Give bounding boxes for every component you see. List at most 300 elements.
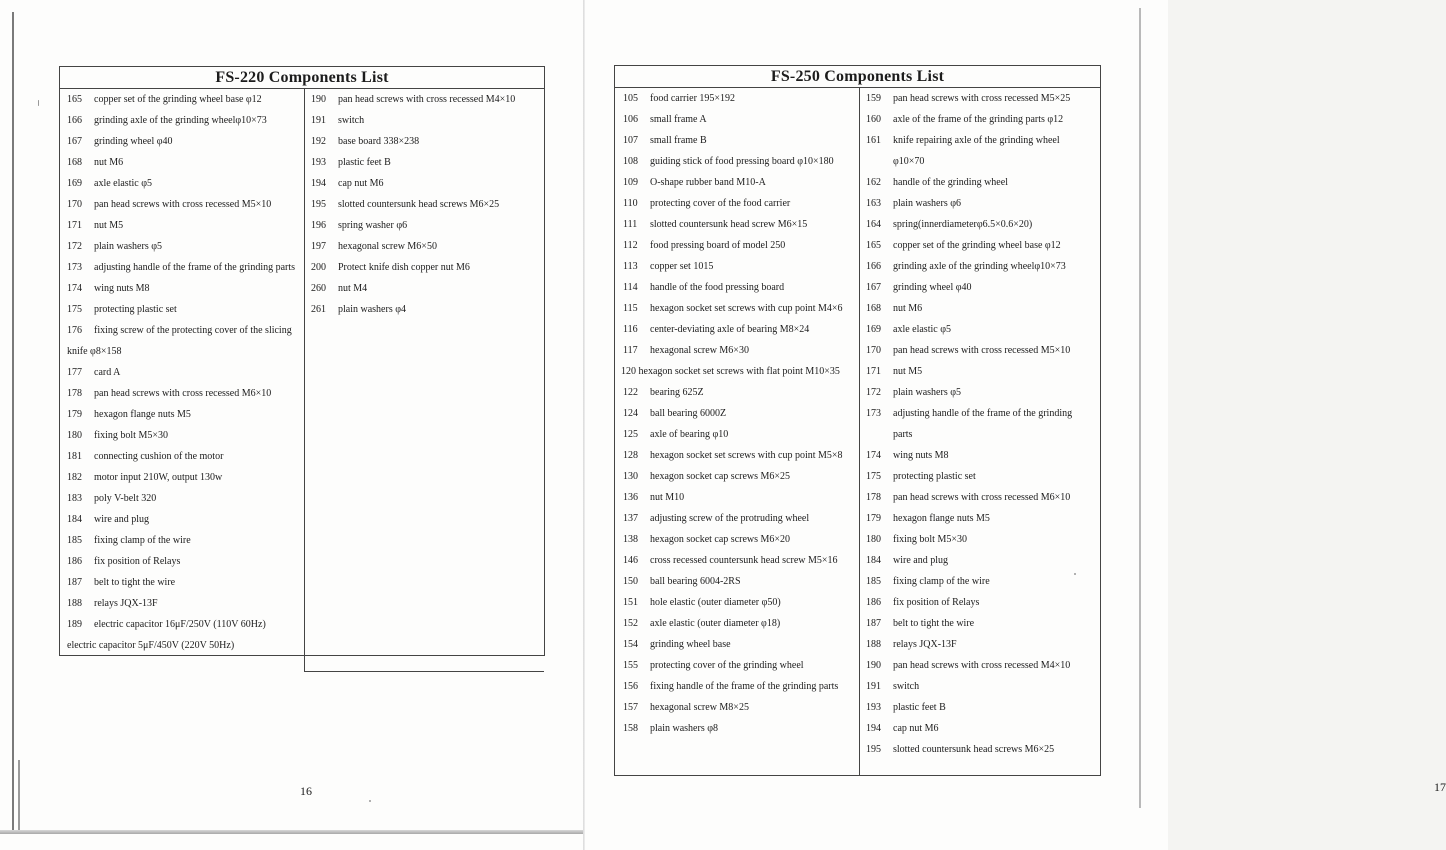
component-row <box>305 278 544 299</box>
component-number: 190 <box>311 94 326 105</box>
component-number: 176 <box>67 325 82 336</box>
component-number: 124 <box>623 408 638 419</box>
component-number: 169 <box>67 178 82 189</box>
component-number: 151 <box>623 597 638 608</box>
component-description: small frame A <box>650 114 707 125</box>
component-number: 108 <box>623 156 638 167</box>
component-description: poly V-belt 320 <box>94 493 157 504</box>
component-number: 173 <box>67 262 82 273</box>
component-description: knife repairing axle of the grinding wheel <box>893 135 1060 146</box>
component-row <box>615 151 859 172</box>
scan-left-edge <box>12 12 14 832</box>
component-row <box>615 466 859 487</box>
component-row <box>615 529 859 550</box>
component-description: small frame B <box>650 135 707 146</box>
component-description: hexagon flange nuts M5 <box>893 513 990 524</box>
component-description: electric capacitor 5μF/450V (220V 50Hz) <box>67 640 235 651</box>
component-description: hexagon flange nuts M5 <box>94 409 191 420</box>
component-row <box>305 173 544 194</box>
component-row <box>305 215 544 236</box>
component-row <box>615 130 859 151</box>
component-row <box>860 571 1100 592</box>
component-number: 130 <box>623 471 638 482</box>
component-number: 179 <box>866 513 881 524</box>
component-description: hexagon socket set screws with cup point M4×6 <box>650 303 843 314</box>
component-number: 171 <box>866 366 881 377</box>
component-number: 116 <box>623 324 638 335</box>
component-number: 162 <box>866 177 881 188</box>
component-number: 115 <box>623 303 638 314</box>
component-description: fixing bolt M5×30 <box>893 534 967 545</box>
component-description: handle of the food pressing board <box>650 282 785 293</box>
fs250-columns <box>615 88 1100 775</box>
component-description: copper set of the grinding wheel base φ12 <box>94 94 262 105</box>
component-description: cross recessed countersunk head screw M5×16 <box>650 555 838 566</box>
component-description: handle of the grinding wheel <box>893 177 1008 188</box>
component-description: nut M5 <box>94 220 124 231</box>
component-row <box>615 424 859 445</box>
component-row <box>60 110 304 131</box>
component-description: plain washers φ4 <box>338 304 406 315</box>
component-row <box>860 151 1100 172</box>
component-description: plain washers φ6 <box>893 198 961 209</box>
component-number: 125 <box>623 429 638 440</box>
component-row <box>615 298 859 319</box>
component-number: 155 <box>623 660 638 671</box>
component-description: protecting plastic set <box>94 304 177 315</box>
component-description: pan head screws with cross recessed M5×25 <box>893 93 1071 104</box>
component-number: 195 <box>866 744 881 755</box>
component-description: φ10×70 <box>893 156 925 167</box>
component-description: fix position of Relays <box>893 597 980 608</box>
component-row <box>615 88 859 109</box>
component-row <box>60 467 304 488</box>
component-description: guiding stick of food pressing board φ10×180 <box>650 156 834 167</box>
component-description: wire and plug <box>893 555 948 566</box>
component-row <box>860 613 1100 634</box>
component-description: nut M4 <box>338 283 368 294</box>
component-row <box>615 508 859 529</box>
component-row <box>615 193 859 214</box>
component-row <box>860 445 1100 466</box>
component-description: axle of bearing φ10 <box>650 429 729 440</box>
fs220-table-title: FS-220 Components List <box>60 67 544 89</box>
component-row <box>615 172 859 193</box>
component-number: 168 <box>67 157 82 168</box>
component-row <box>305 152 544 173</box>
component-description: axle of the frame of the grinding parts φ12 <box>893 114 1064 125</box>
component-row <box>860 550 1100 571</box>
component-number: 172 <box>866 387 881 398</box>
component-description: spring(innerdiameterφ6.5×0.6×20) <box>893 219 1033 230</box>
component-description: center-deviating axle of bearing M8×24 <box>650 324 810 335</box>
component-description: copper set 1015 <box>650 261 714 272</box>
component-number: 138 <box>623 534 638 545</box>
component-number: 170 <box>866 345 881 356</box>
component-number: 164 <box>866 219 881 230</box>
component-number: 184 <box>866 555 881 566</box>
component-row <box>860 403 1100 424</box>
component-number: 165 <box>866 240 881 251</box>
component-number: 146 <box>623 555 638 566</box>
component-row <box>615 571 859 592</box>
component-description: pan head screws with cross recessed M4×10 <box>338 94 516 105</box>
component-description: hexagon socket cap screws M6×25 <box>650 471 791 482</box>
component-number: 174 <box>866 450 881 461</box>
component-number: 117 <box>623 345 638 356</box>
component-description: relays JQX-13F <box>94 598 158 609</box>
component-number: 190 <box>866 660 881 671</box>
component-description: hexagonal screw M6×30 <box>650 345 749 356</box>
component-row <box>615 613 859 634</box>
component-row <box>860 256 1100 277</box>
component-description: switch <box>893 681 920 692</box>
component-row <box>60 530 304 551</box>
component-row <box>860 676 1100 697</box>
scan-speck <box>369 800 371 802</box>
component-row <box>60 383 304 404</box>
component-description: cap nut M6 <box>893 723 939 734</box>
component-row <box>860 424 1100 445</box>
component-number: 114 <box>623 282 638 293</box>
component-number: 128 <box>623 450 638 461</box>
component-number: 184 <box>67 514 82 525</box>
component-number: 181 <box>67 451 82 462</box>
component-row <box>615 487 859 508</box>
component-number: 191 <box>311 115 326 126</box>
component-number: 177 <box>67 367 82 378</box>
component-row <box>60 152 304 173</box>
component-description: belt to tight the wire <box>893 618 975 629</box>
component-number: 179 <box>67 409 82 420</box>
component-number: 261 <box>311 304 326 315</box>
component-description: pan head screws with cross recessed M4×10 <box>893 660 1071 671</box>
component-number: 113 <box>623 261 638 272</box>
component-description: adjusting handle of the frame of the grinding parts <box>94 262 296 273</box>
component-description: grinding axle of the grinding wheelφ10×73 <box>94 115 267 126</box>
fs220-components-table <box>59 66 545 656</box>
component-number: 156 <box>623 681 638 692</box>
component-description: food pressing board of model 250 <box>650 240 786 251</box>
component-row <box>860 634 1100 655</box>
component-description: motor input 210W, output 130w <box>94 472 223 483</box>
component-row <box>60 194 304 215</box>
component-row <box>860 655 1100 676</box>
component-description: pan head screws with cross recessed M5×10 <box>94 199 272 210</box>
component-number: 163 <box>866 198 881 209</box>
component-description: pan head screws with cross recessed M5×10 <box>893 345 1071 356</box>
component-row <box>615 403 859 424</box>
component-number: 193 <box>866 702 881 713</box>
component-row <box>860 298 1100 319</box>
fs220-columns <box>60 89 544 655</box>
component-description: O-shape rubber band M10-A <box>650 177 766 188</box>
component-description: axle elastic (outer diameter φ18) <box>650 618 781 629</box>
component-row <box>60 341 304 362</box>
component-number: 112 <box>623 240 638 251</box>
component-number: 191 <box>866 681 881 692</box>
component-row <box>60 320 304 341</box>
component-description: hexagonal screw M6×50 <box>338 241 437 252</box>
component-row <box>60 257 304 278</box>
component-row <box>860 319 1100 340</box>
component-row <box>60 551 304 572</box>
component-row <box>60 614 304 635</box>
component-row <box>60 593 304 614</box>
component-row <box>615 214 859 235</box>
component-row <box>860 382 1100 403</box>
scan-left-edge-inner <box>18 760 20 830</box>
component-number: 189 <box>67 619 82 630</box>
component-description: parts <box>893 429 913 440</box>
component-row <box>305 194 544 215</box>
component-description: connecting cushion of the motor <box>94 451 224 462</box>
component-row <box>615 256 859 277</box>
component-row <box>60 446 304 467</box>
component-row <box>615 382 859 403</box>
component-description: plain washers φ5 <box>94 241 162 252</box>
component-row <box>615 109 859 130</box>
component-row <box>60 89 304 110</box>
component-number: 161 <box>866 135 881 146</box>
component-number: 160 <box>866 114 881 125</box>
component-row <box>60 488 304 509</box>
component-row <box>60 173 304 194</box>
component-number: 107 <box>623 135 638 146</box>
scan-bottom-edge <box>0 830 583 834</box>
component-description: base board 338×238 <box>338 136 420 147</box>
component-row <box>860 592 1100 613</box>
component-row <box>305 110 544 131</box>
component-description: hexagon socket cap screws M6×20 <box>650 534 791 545</box>
component-description: fixing handle of the frame of the grinding parts <box>650 681 839 692</box>
component-row <box>860 487 1100 508</box>
component-number: 136 <box>623 492 638 503</box>
component-row <box>615 445 859 466</box>
component-row <box>60 635 304 656</box>
component-description: slotted countersunk head screw M6×15 <box>650 219 808 230</box>
component-row <box>860 172 1100 193</box>
component-row <box>615 277 859 298</box>
component-number: 180 <box>866 534 881 545</box>
component-number: 175 <box>866 471 881 482</box>
component-number: 260 <box>311 283 326 294</box>
component-number: 166 <box>67 115 82 126</box>
component-row <box>305 257 544 278</box>
component-description: wing nuts M8 <box>893 450 949 461</box>
component-number: 137 <box>623 513 638 524</box>
component-row <box>615 718 859 739</box>
component-number: 109 <box>623 177 638 188</box>
component-description: hole elastic (outer diameter φ50) <box>650 597 781 608</box>
component-number: 194 <box>311 178 326 189</box>
component-number: 178 <box>866 492 881 503</box>
component-row <box>860 697 1100 718</box>
component-row <box>860 193 1100 214</box>
component-description: axle elastic φ5 <box>893 324 951 335</box>
component-description: pan head screws with cross recessed M6×10 <box>893 492 1071 503</box>
component-number: 174 <box>67 283 82 294</box>
component-row <box>305 299 544 320</box>
component-description: hexagonal screw M8×25 <box>650 702 749 713</box>
component-row <box>615 235 859 256</box>
component-description: copper set of the grinding wheel base φ12 <box>893 240 1061 251</box>
fs220-column-left <box>60 89 304 655</box>
component-number: 183 <box>67 493 82 504</box>
component-description: slotted countersunk head screws M6×25 <box>338 199 500 210</box>
component-row <box>860 130 1100 151</box>
component-description: grinding axle of the grinding wheelφ10×73 <box>893 261 1066 272</box>
component-number: 185 <box>866 576 881 587</box>
component-number: 188 <box>67 598 82 609</box>
component-row <box>860 361 1100 382</box>
fs250-components-table <box>614 65 1101 776</box>
component-row <box>60 362 304 383</box>
component-number: 182 <box>67 472 82 483</box>
component-number: 154 <box>623 639 638 650</box>
page-number-left: 16 <box>300 784 312 798</box>
scan-speck <box>38 100 39 106</box>
component-number: 186 <box>67 556 82 567</box>
component-number: 166 <box>866 261 881 272</box>
component-number: 122 <box>623 387 638 398</box>
component-row <box>860 508 1100 529</box>
component-number: 159 <box>866 93 881 104</box>
component-description: relays JQX-13F <box>893 639 957 650</box>
component-description: bearing 625Z <box>650 387 704 398</box>
component-description: nut M5 <box>893 366 923 377</box>
component-row <box>615 592 859 613</box>
component-description: pan head screws with cross recessed M6×10 <box>94 388 272 399</box>
component-number: 158 <box>623 723 638 734</box>
component-description: fix position of Relays <box>94 556 181 567</box>
component-description: knife φ8×158 <box>67 346 122 357</box>
component-number: 193 <box>311 157 326 168</box>
component-number: 197 <box>311 241 326 252</box>
component-description: Protect knife dish copper nut M6 <box>338 262 470 273</box>
component-description: switch <box>338 115 365 126</box>
component-description: grinding wheel base <box>650 639 731 650</box>
component-description: wire and plug <box>94 514 149 525</box>
component-description: electric capacitor 16μF/250V (110V 60Hz) <box>94 619 266 630</box>
component-row <box>305 89 544 110</box>
component-description: cap nut M6 <box>338 178 384 189</box>
component-description: fixing bolt M5×30 <box>94 430 168 441</box>
component-description: nut M10 <box>650 492 685 503</box>
component-row <box>860 214 1100 235</box>
component-description: protecting plastic set <box>893 471 976 482</box>
component-number: 173 <box>866 408 881 419</box>
component-row <box>860 466 1100 487</box>
component-row <box>615 655 859 676</box>
component-row <box>860 529 1100 550</box>
component-description: plastic feet B <box>338 157 391 168</box>
component-row <box>860 235 1100 256</box>
component-row <box>615 319 859 340</box>
component-number: 188 <box>866 639 881 650</box>
component-number: 167 <box>67 136 82 147</box>
component-number: 172 <box>67 241 82 252</box>
component-number: 194 <box>866 723 881 734</box>
component-number: 180 <box>67 430 82 441</box>
component-description: plastic feet B <box>893 702 946 713</box>
component-row <box>860 277 1100 298</box>
component-number: 200 <box>311 262 326 273</box>
component-description: protecting cover of the food carrier <box>650 198 791 209</box>
component-row <box>860 340 1100 361</box>
component-row <box>60 236 304 257</box>
component-description: belt to tight the wire <box>94 577 176 588</box>
component-description: card A <box>94 367 121 378</box>
component-number: 187 <box>67 577 82 588</box>
component-number: 178 <box>67 388 82 399</box>
component-description: spring washer φ6 <box>338 220 408 231</box>
component-number: 157 <box>623 702 638 713</box>
component-row <box>615 361 859 382</box>
component-number: 111 <box>623 219 638 230</box>
component-number: 170 <box>67 199 82 210</box>
component-description: grinding wheel φ40 <box>94 136 173 147</box>
component-description: food carrier 195×192 <box>650 93 736 104</box>
component-description: grinding wheel φ40 <box>893 282 972 293</box>
left-page <box>0 0 583 850</box>
component-row <box>60 572 304 593</box>
component-row <box>860 109 1100 130</box>
component-row <box>615 634 859 655</box>
component-description: plain washers φ8 <box>650 723 718 734</box>
component-description: adjusting handle of the frame of the grinding <box>893 408 1073 419</box>
component-description: fixing screw of the protecting cover of the slicing <box>94 325 292 336</box>
scan-right-edge <box>1139 8 1141 808</box>
component-row <box>60 509 304 530</box>
fs250-column-right <box>859 88 1100 775</box>
component-description: axle elastic φ5 <box>94 178 152 189</box>
component-number: 169 <box>866 324 881 335</box>
component-number: 196 <box>311 220 326 231</box>
component-number: 195 <box>311 199 326 210</box>
component-description: 120 hexagon socket set screws with flat point M10×35 <box>621 366 840 377</box>
component-number: 150 <box>623 576 638 587</box>
component-number: 152 <box>623 618 638 629</box>
component-number: 186 <box>866 597 881 608</box>
component-number: 167 <box>866 282 881 293</box>
component-number: 187 <box>866 618 881 629</box>
component-number: 192 <box>311 136 326 147</box>
component-row <box>860 718 1100 739</box>
component-description: wing nuts M8 <box>94 283 150 294</box>
component-number: 110 <box>623 198 638 209</box>
component-row <box>60 404 304 425</box>
component-number: 168 <box>866 303 881 314</box>
component-number: 105 <box>623 93 638 104</box>
component-description: fixing clamp of the wire <box>893 576 990 587</box>
component-description: nut M6 <box>94 157 124 168</box>
component-row <box>305 236 544 257</box>
component-row <box>60 425 304 446</box>
component-description: ball bearing 6000Z <box>650 408 727 419</box>
component-row <box>860 739 1100 760</box>
component-description: nut M6 <box>893 303 923 314</box>
component-row <box>60 299 304 320</box>
component-description: hexagon socket set screws with cup point M5×8 <box>650 450 843 461</box>
component-row <box>305 131 544 152</box>
component-row <box>60 131 304 152</box>
component-number: 185 <box>67 535 82 546</box>
component-number: 175 <box>67 304 82 315</box>
component-row <box>615 676 859 697</box>
component-description: slotted countersunk head screws M6×25 <box>893 744 1055 755</box>
component-description: adjusting screw of the protruding wheel <box>650 513 810 524</box>
